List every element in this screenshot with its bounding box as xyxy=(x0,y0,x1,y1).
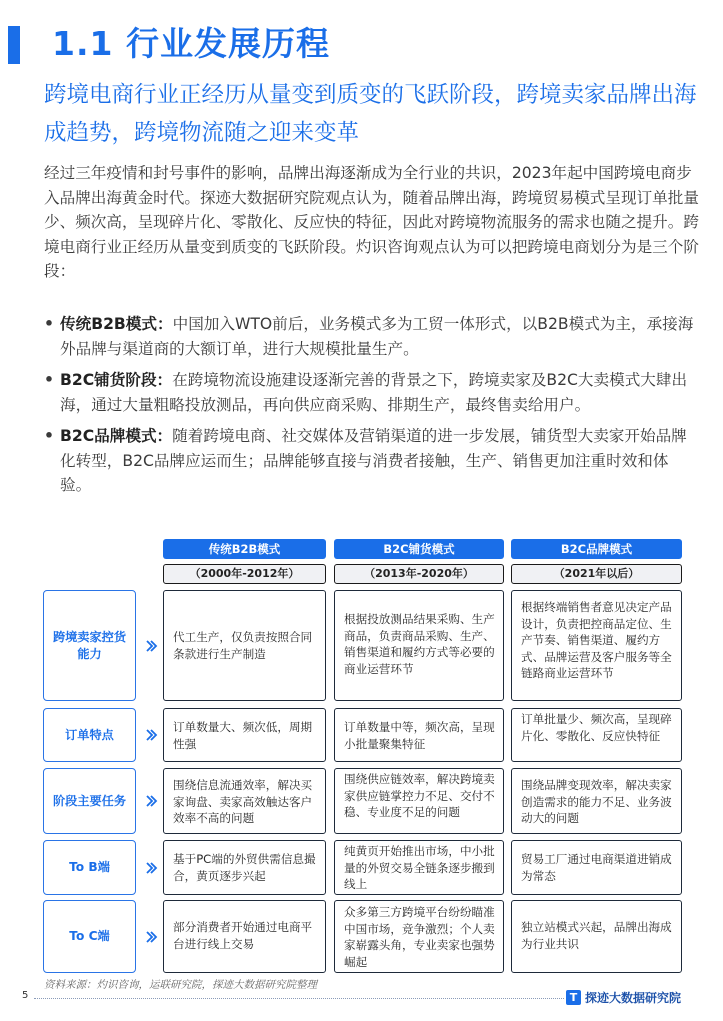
footer-logo xyxy=(566,989,681,1006)
table-cell: 纯黄页开始推出市场，中小批量的外贸交易全链条逐步搬到线上 xyxy=(334,840,504,895)
logo-icon: T xyxy=(566,990,581,1005)
table-cell: 贸易工厂通过电商渠道进销成为常态 xyxy=(511,840,682,895)
row-label: 阶段主要任务 xyxy=(43,768,136,834)
chevron-right-icon xyxy=(144,794,158,808)
table-cell: 代工生产，仅负责按照合同条款进行生产制造 xyxy=(163,590,326,701)
period-label: （2021年以后） xyxy=(511,564,682,584)
bullet-title: 传统B2B模式： xyxy=(60,315,173,333)
table-cell: 围绕信息流通效率，解决买家询盘、卖家高效触达客户效率不高的问题 xyxy=(163,768,326,834)
page-title: 1.1 行业发展历程 xyxy=(52,24,330,63)
bullet-icon: • xyxy=(44,315,54,333)
list-item xyxy=(44,368,699,417)
table-cell: 众多第三方跨境平台纷纷瞄准中国市场，竞争激烈；个人卖家崭露头角，专业卖家也强势崛起 xyxy=(334,900,504,973)
table-cell: 订单数量大、频次低，周期性强 xyxy=(163,708,326,762)
period-label: （2000年-2012年） xyxy=(163,564,326,584)
source-footnote: 资料来源：灼识咨询，运联研究院，探迹大数据研究院整理 xyxy=(44,979,317,991)
table-header: B2C品牌模式 xyxy=(511,539,682,559)
logo-text: 探迹大数据研究院 xyxy=(585,991,682,1005)
period-label: （2013年-2020年） xyxy=(334,564,504,584)
footer-divider xyxy=(34,998,564,999)
row-label: To B端 xyxy=(43,840,136,895)
bullet-icon: • xyxy=(44,427,54,445)
table-cell: 围绕品牌变现效率，解决卖家创造需求的能力不足、业务波动大的问题 xyxy=(511,768,682,834)
intro-paragraph: 经过三年疫情和封号事件的影响，品牌出海逐渐成为全行业的共识，2023年起中国跨境电商步入品牌出海黄金时代。探迹大数据研究院观点认为，随着品牌出海，跨境贸易模式呈现订单批量少、频次高，呈现碎片化、零散化、反应快的特征，因此对跨境物流服务的需求也随之提升。跨境电商行业正经历从量变到质变的飞跃阶段。灼识咨询观点认为可以把跨境电商划分为是三个阶段： xyxy=(44,164,699,280)
chevron-right-icon xyxy=(144,861,158,875)
table-header: B2C铺货模式 xyxy=(334,539,504,559)
chevron-right-icon xyxy=(144,930,158,944)
table-cell: 围绕供应链效率，解决跨境卖家供应链掌控力不足、交付不稳、专业度不足的问题 xyxy=(334,768,504,834)
table-cell: 部分消费者开始通过电商平台进行线上交易 xyxy=(163,900,326,973)
page-number: 5 xyxy=(22,990,29,1001)
section-subtitle: 跨境电商行业正经历从量变到质变的飞跃阶段，跨境卖家品牌出海成趋势，跨境物流随之迎来变革 xyxy=(44,82,697,146)
chevron-right-icon xyxy=(144,639,158,653)
row-label: 订单特点 xyxy=(43,708,136,762)
row-label: 跨境卖家控货能力 xyxy=(43,590,136,701)
table-cell: 基于PC端的外贸供需信息撮合，黄页逐步兴起 xyxy=(163,840,326,895)
table-cell: 独立站模式兴起，品牌出海成为行业共识 xyxy=(511,900,682,973)
bullet-text: 中国加入WTO前后，业务模式多为工贸一体形式，以B2B模式为主，承接海外品牌与渠道商的大额订单，进行大规模批量生产。 xyxy=(60,315,694,358)
chevron-right-icon xyxy=(144,728,158,742)
title-accent-bar xyxy=(8,26,20,64)
table-cell: 订单批量少、频次高，呈现碎片化、零散化、反应快特征 xyxy=(511,708,682,762)
table-cell: 根据投放测品结果采购、生产商品，负责商品采购、生产、销售渠道和履约方式等必要的商业运营环节 xyxy=(334,590,504,701)
bullet-title: B2C铺货阶段： xyxy=(60,371,173,389)
bullet-text: 随着跨境电商、社交媒体及营销渠道的进一步发展，铺货型大卖家开始品牌化转型，B2C品牌应运而生；品牌能够直接与消费者接触，生产、销售更加注重时效和体验。 xyxy=(60,427,687,494)
table-cell: 订单数量中等，频次高，呈现小批量聚集特征 xyxy=(334,708,504,762)
row-label: To C端 xyxy=(43,900,136,973)
stage-list xyxy=(44,312,699,505)
bullet-title: B2C品牌模式： xyxy=(60,427,173,445)
bullet-text: 在跨境物流设施建设逐渐完善的背景之下，跨境卖家及B2C大卖模式大肆出海，通过大量粗略投放测品，再向供应商采购、排期生产，最终售卖给用户。 xyxy=(60,371,688,414)
table-cell: 根据终端销售者意见决定产品设计，负责把控商品定位、生产节奏、销售渠道、履约方式、品牌运营及客户服务等全链路商业运营环节 xyxy=(511,590,682,701)
bullet-icon: • xyxy=(44,371,54,389)
table-header: 传统B2B模式 xyxy=(163,539,326,559)
list-item xyxy=(44,312,699,361)
list-item xyxy=(44,424,699,498)
